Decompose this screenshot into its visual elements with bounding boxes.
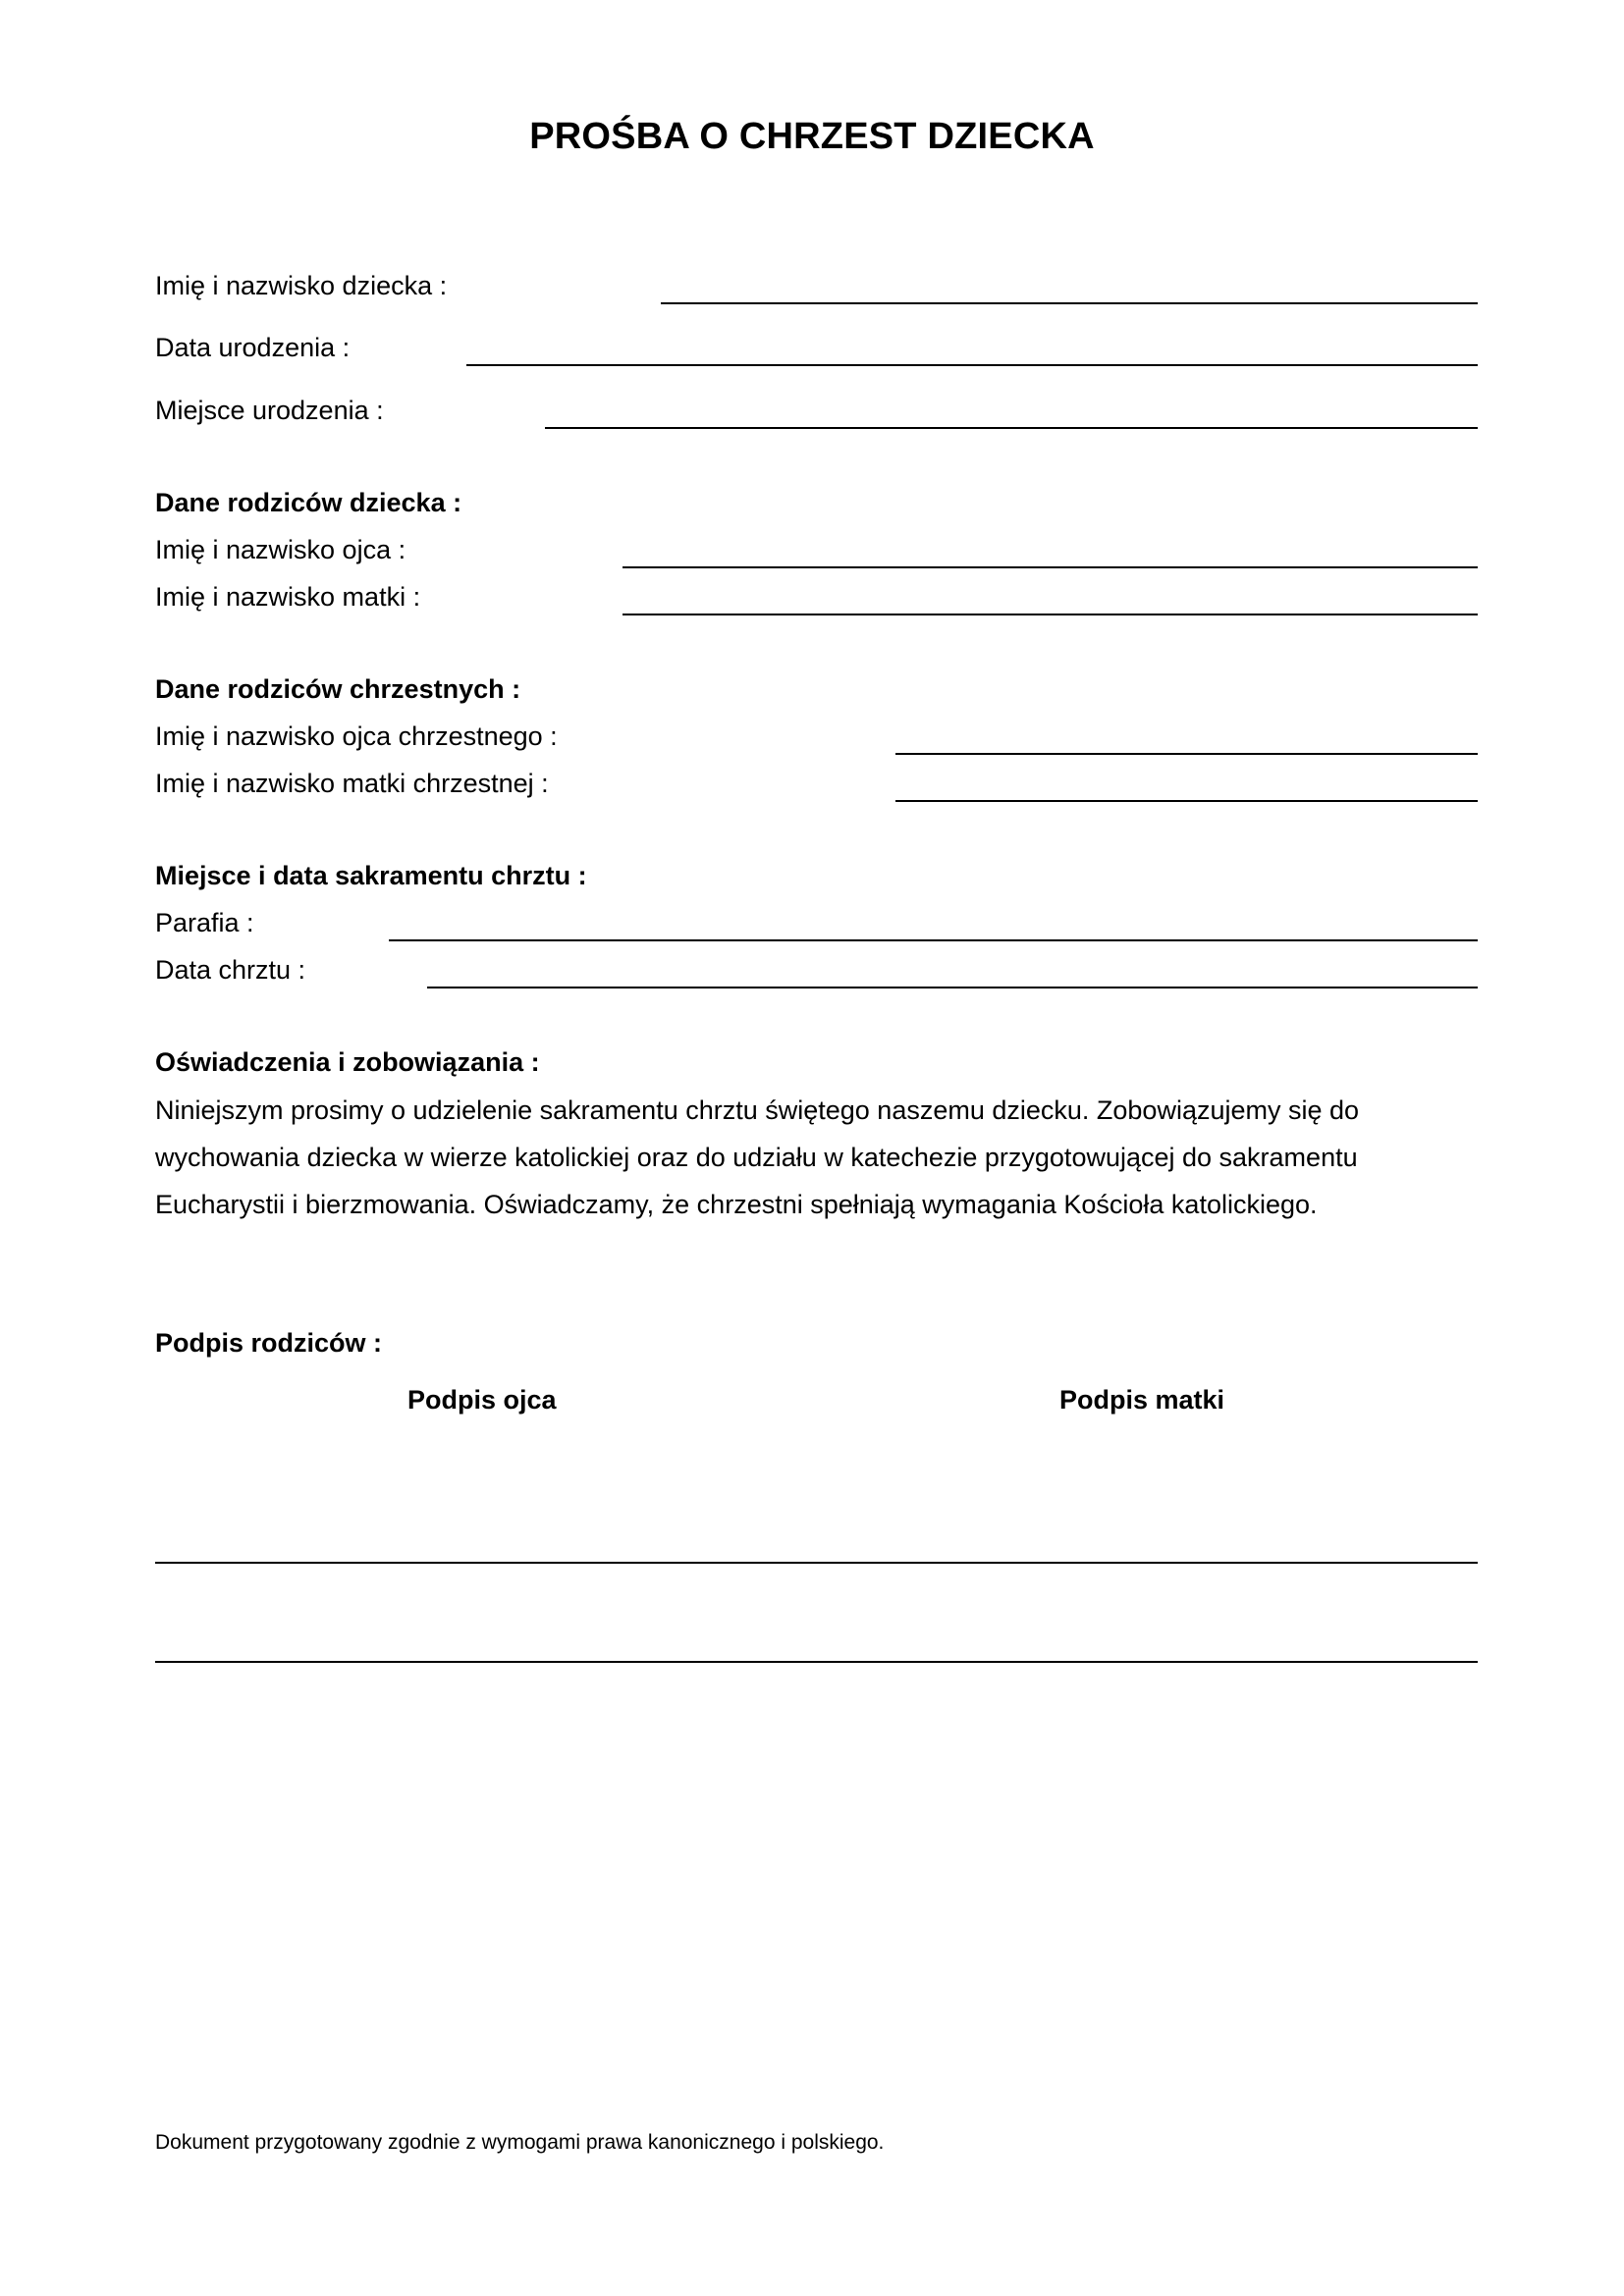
baptism-date-label: Data chrztu : — [155, 955, 306, 985]
signature-line-1[interactable] — [155, 1562, 1478, 1564]
birth-date-field[interactable] — [466, 337, 1478, 366]
parish-field[interactable] — [389, 912, 1478, 941]
declaration-text: Niniejszym prosimy o udzielenie sakramentu chrztu świętego naszemu dziecku. Zobowiązujemy się do wychowania dziecka w wierze katolickiej oraz do udziału w katechezie przygotowującej do sakramentu Eucharystii i bierzmowania. Oświadczamy, że chrzestni spełniają wymagania Kościoła katolickiego. — [155, 1095, 1360, 1219]
godmother-name-label: Imię i nazwisko matki chrzestnej : — [155, 769, 549, 798]
godmother-name-field[interactable] — [895, 773, 1478, 802]
godparents-heading: Dane rodziców chrzestnych : — [155, 674, 521, 704]
mother-name-label: Imię i nazwisko matki : — [155, 582, 421, 612]
birth-place-label: Miejsce urodzenia : — [155, 396, 384, 425]
father-name-field[interactable] — [623, 539, 1478, 568]
birth-place-field[interactable] — [545, 400, 1478, 429]
godfather-name-label: Imię i nazwisko ojca chrzestnego : — [155, 721, 558, 751]
child-name-label: Imię i nazwisko dziecka : — [155, 271, 448, 300]
signature-line-2[interactable] — [155, 1661, 1478, 1663]
father-name-label: Imię i nazwisko ojca : — [155, 535, 406, 564]
father-signature-label: Podpis ojca — [407, 1385, 557, 1415]
sacrament-heading: Miejsce i data sakramentu chrztu : — [155, 861, 587, 890]
signatures-heading: Podpis rodziców : — [155, 1328, 383, 1358]
parish-label: Parafia : — [155, 908, 254, 937]
parents-heading: Dane rodziców dziecka : — [155, 488, 462, 517]
document-title: PROŚBA O CHRZEST DZIECKA — [529, 116, 1095, 157]
baptism-date-field[interactable] — [427, 959, 1478, 988]
footer-note: Dokument przygotowany zgodnie z wymogami prawa kanonicznego i polskiego. — [155, 2131, 885, 2154]
godfather-name-field[interactable] — [895, 725, 1478, 755]
birth-date-label: Data urodzenia : — [155, 333, 351, 362]
mother-name-field[interactable] — [623, 586, 1478, 615]
declaration-heading: Oświadczenia i zobowiązania : — [155, 1047, 540, 1077]
mother-signature-label: Podpis matki — [1059, 1385, 1225, 1415]
child-name-field[interactable] — [661, 275, 1478, 304]
